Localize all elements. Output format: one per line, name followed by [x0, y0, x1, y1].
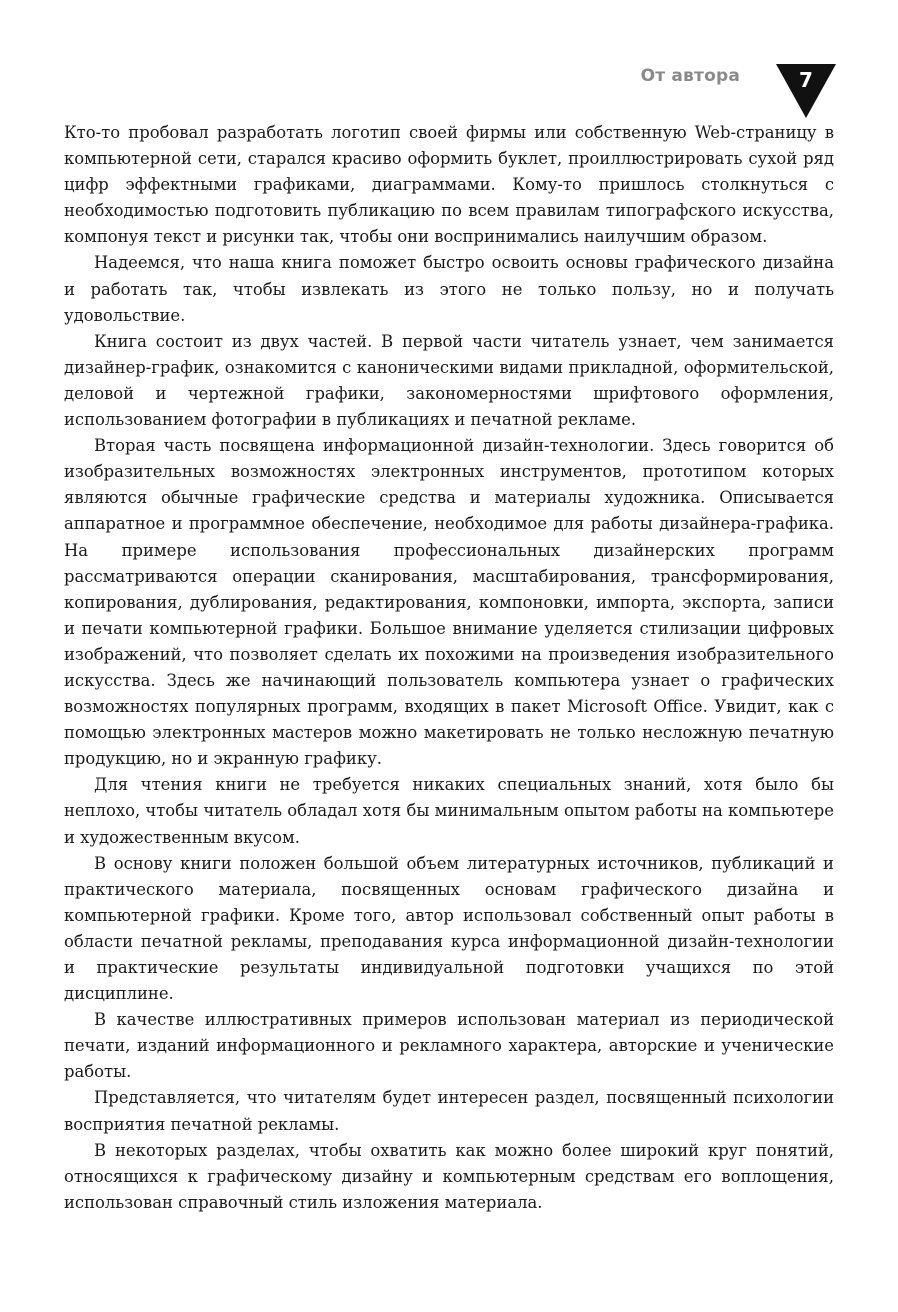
paragraph: Книга состоит из двух частей. В первой части читатель узнает, чем занимается дизайнер-график, ознакомится с каноническими видами прикладной, оформительской, деловой и чертежной графики, закономерностями шрифтового оформления, использованием фотографии в публикациях и печатной рекламе.	[64, 331, 834, 430]
paragraph: Кто-то пробовал разработать логотип своей фирмы или собственную Web-страницу в компьютерной сети, старался красиво оформить буклет, проиллюстрировать сухой ряд цифр эффектными графиками, диаграммами. Кому-то пришлось столкнуться с необходимостью подготовить публикацию по всем правилам типографского искусства, компонуя текст и рисунки так, чтобы они воспринимались наилучшим образом.	[64, 123, 834, 247]
paragraph: Надеемся, что наша книга поможет быстро освоить основы графического дизайна и работать так, чтобы извлекать из этого не только пользу, но и получать удовольствие.	[64, 253, 834, 325]
paragraph: В качестве иллюстративных примеров использован материал из периодической печати, изданий информационного и рекламного характера, авторские и ученические работы.	[64, 1010, 834, 1082]
page-number-marker	[776, 64, 836, 118]
paragraph: Вторая часть посвящена информационной дизайн-технологии. Здесь говорится об изобразительных возможностях электронных инструментов, прототипом которых являются обычные графические средства и материалы художника. Описывается аппаратное и программное обеспечение, необходимое для работы дизайнера-графика. На примере использования профессиональных дизайнерских программ рассматриваются операции сканирования, масштабирования, трансформирования, копирования, дублирования, редактирования, компоновки, импорта, экспорта, записи и печати компьютерной графики. Большое внимание уделяется стилизации цифровых изображений, что позволяет сделать их похожими на произведения изобразительного искусства. Здесь же начинающий пользователь компьютера узнает о графических возможностях популярных программ, входящих в пакет Microsoft Office. Увидит, как с помощью электронных мастеров можно макетировать не только несложную печатную продукцию, но и экранную графику.	[64, 436, 834, 769]
paragraph: В некоторых разделах, чтобы охватить как можно более широкий круг понятий, относящихся к графическому дизайну и компьютерным средствам его воплощения, использован справочный стиль изложения материала.	[64, 1140, 834, 1212]
page-number: 7	[799, 68, 813, 92]
body-text	[64, 120, 834, 1216]
paragraph: Для чтения книги не требуется никаких специальных знаний, хотя было бы неплохо, чтобы читатель обладал хотя бы минимальным опытом работы на компьютере и художественным вкусом.	[64, 775, 834, 847]
running-title: От автора	[640, 66, 740, 86]
paragraph: В основу книги положен большой объем литературных источников, публикаций и практического материала, посвященных основам графического дизайна и компьютерной графики. Кроме того, автор использовал собственный опыт работы в области печатной рекламы, преподавания курса информационной дизайн-технологии и практические результаты индивидуальной подготовки учащихся по этой дисциплине.	[64, 853, 834, 1004]
paragraph: Представляется, что читателям будет интересен раздел, посвященный психологии восприятия печатной рекламы.	[64, 1088, 834, 1134]
